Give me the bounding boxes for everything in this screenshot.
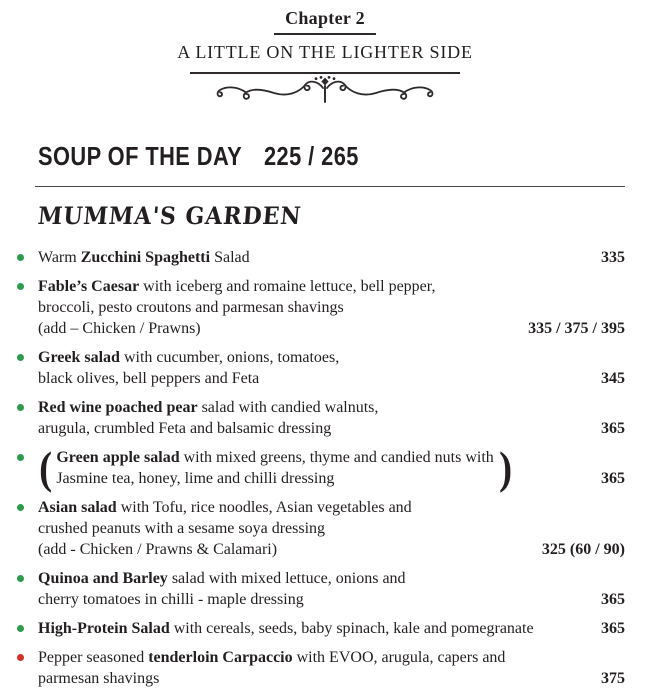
soup-of-the-day-row xyxy=(38,141,552,171)
green-bullet-dot-icon xyxy=(17,283,24,290)
bullet-cell xyxy=(14,647,38,689)
bullet-cell xyxy=(14,276,38,339)
bullet-cell xyxy=(14,247,38,268)
menu-item xyxy=(14,568,625,610)
text-line: broccoli, pesto croutons and parmesan shavings xyxy=(38,299,344,316)
item-text xyxy=(38,647,593,689)
text-line: Red wine poached pear salad with candied walnuts, xyxy=(38,399,379,416)
text-line: Greek salad with cucumber, onions, tomatoes, xyxy=(38,349,340,366)
item-text xyxy=(56,447,493,489)
text-line: High-Protein Salad with cereals, seeds, baby spinach, kale and pomegranate xyxy=(38,620,534,637)
menu-item xyxy=(14,442,625,493)
chapter-title: Chapter 2 xyxy=(285,8,365,28)
green-bullet-dot-icon xyxy=(17,504,24,511)
item-price: 345 xyxy=(601,370,625,387)
text-line: Warm Zucchini Spaghetti Salad xyxy=(38,249,250,266)
text-line: Fable’s Caesar with iceberg and romaine lettuce, bell pepper, xyxy=(38,278,436,295)
flourish-ornament-icon xyxy=(195,75,455,105)
bracket-right-ornament: ) xyxy=(498,442,512,493)
text-line: (add – Chicken / Prawns) xyxy=(38,320,201,337)
soup-label: SOUP OF THE DAY xyxy=(38,141,243,171)
text-line: Jasmine tea, honey, lime and chilli dressing xyxy=(56,470,335,487)
bullet-cell xyxy=(14,497,38,560)
bullet-cell xyxy=(14,447,38,489)
chapter-underline-divider xyxy=(274,33,376,35)
chapter-subtitle: A LITTLE ON THE LIGHTER SIDE xyxy=(177,42,473,62)
item-price: 335 / 375 / 395 xyxy=(528,320,625,337)
green-bullet-dot-icon xyxy=(17,354,24,361)
green-bullet-dot-icon xyxy=(17,404,24,411)
bullet-cell xyxy=(14,568,38,610)
text-line: (add - Chicken / Prawns & Calamari) xyxy=(38,541,278,558)
text-line: Quinoa and Barley salad with mixed lettuce, onions and xyxy=(38,570,406,587)
green-bullet-dot-icon xyxy=(17,625,24,632)
flourish-top-line-divider xyxy=(190,72,460,74)
page-header xyxy=(0,8,650,105)
bracket-left-ornament: ( xyxy=(39,442,53,493)
text-line: parmesan shavings xyxy=(38,670,160,687)
item-price: 365 xyxy=(601,591,625,608)
item-text xyxy=(38,347,593,389)
item-text xyxy=(38,247,593,268)
item-price: 375 xyxy=(601,670,625,687)
text-line: arugula, crumbled Feta and balsamic dressing xyxy=(38,420,332,437)
item-price: 365 xyxy=(601,620,625,637)
bullet-cell xyxy=(14,347,38,389)
green-bullet-dot-icon xyxy=(17,254,24,261)
menu-item xyxy=(14,276,625,339)
menu-item xyxy=(14,347,625,389)
text-line: Green apple salad with mixed greens, thyme and candied nuts with xyxy=(56,449,494,466)
green-bullet-dot-icon xyxy=(17,454,24,461)
item-price: 365 xyxy=(601,470,625,487)
item-price: 335 xyxy=(601,249,625,266)
item-text xyxy=(38,276,520,339)
bullet-cell xyxy=(14,618,38,639)
green-bullet-dot-icon xyxy=(17,575,24,582)
menu-item xyxy=(14,497,625,560)
item-text xyxy=(38,618,593,639)
item-text xyxy=(38,568,593,610)
menu-item xyxy=(14,618,625,639)
item-price: 325 (60 / 90) xyxy=(541,541,625,558)
text-line: crushed peanuts with a sesame soya dressing xyxy=(38,520,326,537)
text-line: Pepper seasoned tenderloin Carpaccio with EVOO, arugula, capers and xyxy=(38,649,506,666)
text-line: cherry tomatoes in chilli - maple dressing xyxy=(38,591,304,608)
section-title: MUMMA'S GARDEN xyxy=(36,201,303,230)
item-text xyxy=(38,397,593,439)
item-price: 365 xyxy=(601,420,625,437)
item-text xyxy=(38,497,534,560)
menu-list xyxy=(0,247,650,689)
flourish-wrap xyxy=(190,72,460,105)
menu-item xyxy=(14,247,625,268)
red-bullet-dot-icon xyxy=(17,654,24,661)
bullet-cell xyxy=(14,397,38,439)
text-line: Asian salad with Tofu, rice noodles, Asian vegetables and xyxy=(38,499,412,516)
menu-item xyxy=(14,397,625,439)
soup-price: 225 / 265 xyxy=(263,141,359,171)
text-line: black olives, bell peppers and Feta xyxy=(38,370,260,387)
menu-item xyxy=(14,647,625,689)
